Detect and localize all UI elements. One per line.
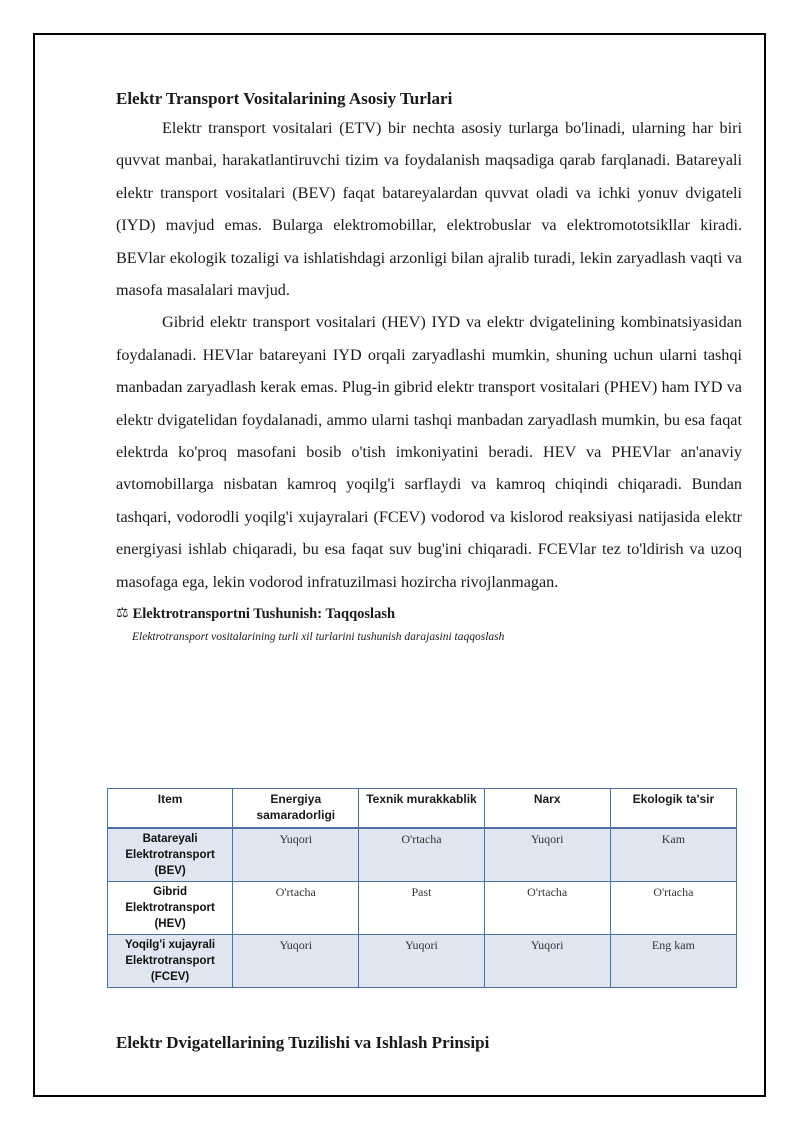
table-row-label: Yoqilg'i xujayrali Elektrotransport (FCEV) — [108, 935, 233, 988]
table-subtitle: Elektrotransport vositalarining turli xil turlarini tushunish darajasini taqqoslash — [132, 631, 505, 644]
table-title — [116, 604, 742, 624]
table-cell: Yuqori — [233, 935, 359, 988]
table-row — [108, 828, 737, 882]
table-cell: O'rtacha — [359, 828, 484, 882]
table-title-text: Elektrotransportni Tushunish: Taqqoslash — [132, 606, 396, 623]
table-cell: Yuqori — [484, 935, 610, 988]
table-header-cell: Ekologik ta'sir — [610, 789, 736, 829]
table-header-row — [108, 789, 737, 829]
table-row-label: Batareyali Elektrotransport (BEV) — [108, 828, 233, 882]
table-cell: O'rtacha — [484, 882, 610, 935]
table-row — [108, 882, 737, 935]
document-body — [116, 86, 742, 1052]
table-row-label: Gibrid Elektrotransport (HEV) — [108, 882, 233, 935]
table-cell: O'rtacha — [610, 882, 736, 935]
section-heading: Elektr Transport Vositalarining Asosiy Turlari — [116, 89, 453, 108]
table-cell: O'rtacha — [233, 882, 359, 935]
table-cell: Yuqori — [484, 828, 610, 882]
table-cell: Eng kam — [610, 935, 736, 988]
table-row — [108, 935, 737, 988]
table-header-cell: Energiya samaradorligi — [233, 789, 359, 829]
scale-icon: ⚖ — [116, 606, 129, 622]
paragraph-1: Elektr transport vositalari (ETV) bir nechta asosiy turlarga bo'linadi, ularning har biri quvvat manbai, harakatlantiruvchi tizim va foydalanish maqsadiga qarab farqlanadi. Batareyali elektr transport vositalari (BEV) faqat batareyalardan quvvat oladi va ichki yonuv dvigateli (IYD) mavjud emas. Bularga elektromobillar, elektrobuslar va elektromototsikllar kiradi. BEVlar ekologik tozaligi va ishlatishdagi arzonligi bilan ajralib turadi, lekin zaryadlash vaqti va masofa masalalari mavjud. — [116, 119, 742, 300]
table-header-cell: Item — [108, 789, 233, 829]
paragraph-2: Gibrid elektr transport vositalari (HEV) IYD va elektr dvigatelining kombinatsiyasidan foydalanadi. HEVlar batareyani IYD orqali zaryadlashi mumkin, shuning uchun ularni tashqi manbadan zaryadlash kerak emas. Plug-in gibrid elektr transport vositalari (PHEV) ham IYD va elektr dvigatelidan foydalanadi, ammo ularni tashqi manbadan zaryadlash mumkin, bu esa faqat elektrda ko'proq masofani bosib o'tish imkoniyatini beradi. HEV va PHEVlar an'anaviy avtomobillarga nisbatan kamroq yoqilg'i sarflaydi va kamroq chiqindi chiqaradi. Bundan tashqari, vodorodli yoqilg'i xujayralari (FCEV) vodorod va kislorod reaksiyasi natijasida elektr energiyasi ishlab chiqaradi, bu esa faqat suv bug'ini chiqaradi. FCEVlar tez to'ldirish va uzoq masofaga ega, lekin vodorod infratuzilmasi hozircha rivojlanmagan. — [116, 313, 742, 591]
comparison-table — [107, 788, 737, 988]
next-section-heading: Elektr Dvigatellarining Tuzilishi va Ishlash Prinsipi — [116, 1033, 490, 1052]
table-cell: Yuqori — [233, 828, 359, 882]
table-cell: Kam — [610, 828, 736, 882]
table-cell: Yuqori — [359, 935, 484, 988]
table-header-cell: Narx — [484, 789, 610, 829]
table-header-cell: Texnik murakkablik — [359, 789, 484, 829]
table-cell: Past — [359, 882, 484, 935]
